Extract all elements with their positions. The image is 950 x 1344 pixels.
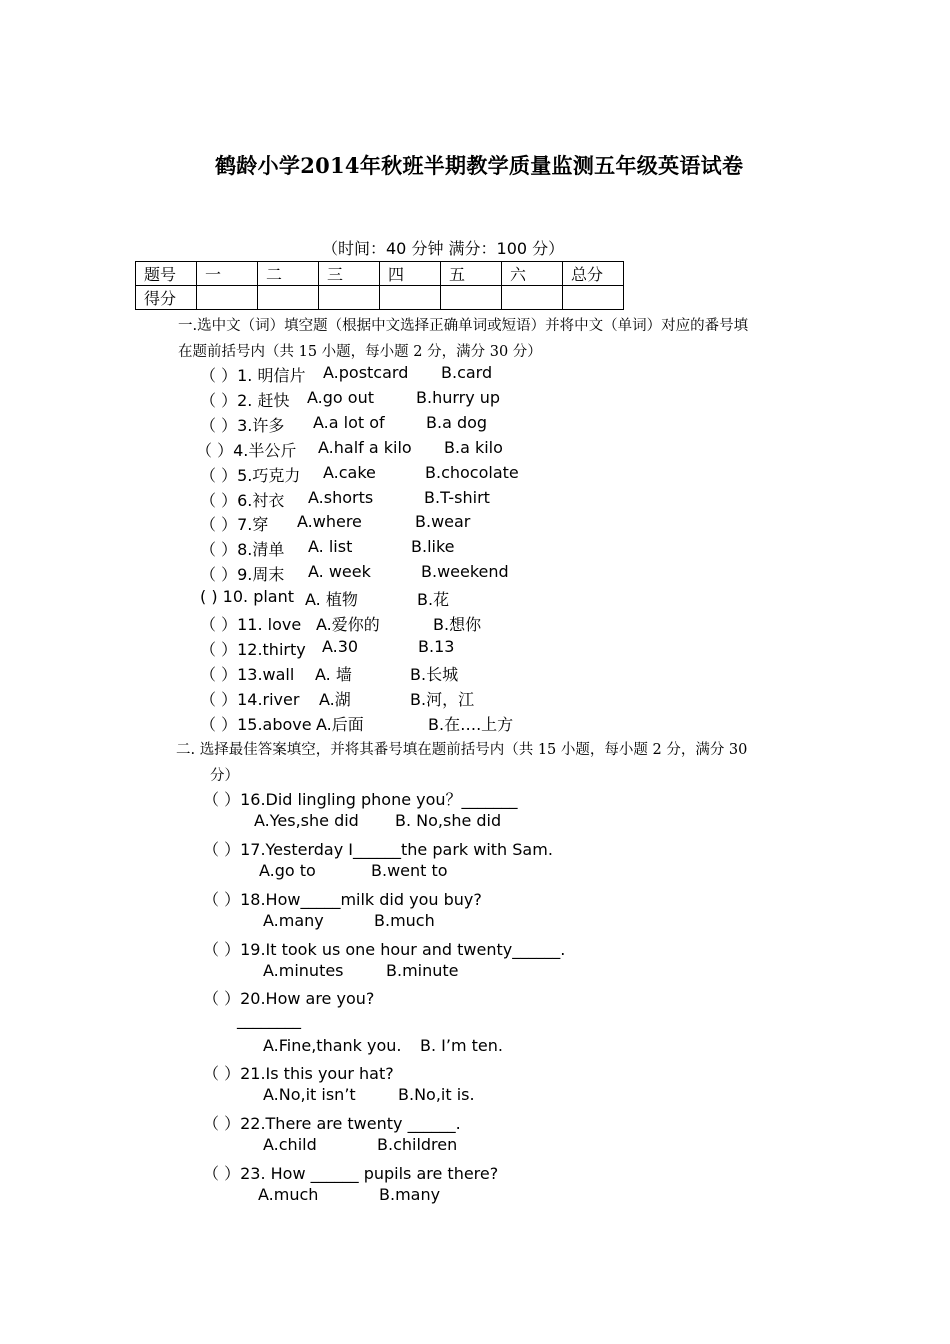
q11-option-a: A.爱你的: [316, 615, 380, 634]
q1-question-prefix: （ ）1. 明信片: [200, 366, 306, 385]
q3-option-a: A.a lot of: [313, 412, 385, 432]
q19-option-b: B.minute: [386, 961, 459, 980]
section2-instructions-cont: 分）: [210, 768, 239, 784]
q7-option-b: B.wear: [415, 512, 471, 532]
q19-option-a: A.minutes: [263, 961, 344, 980]
q21-option-a: A.No,it isn’t: [263, 1085, 356, 1104]
q14-option-a: A.湖: [319, 689, 351, 709]
q20-answer-blank: ________: [237, 1010, 301, 1029]
score-header-cell: 五: [441, 262, 502, 286]
q10-option-b: B.花: [417, 590, 450, 610]
score-cell[interactable]: [197, 286, 258, 310]
q13-option-a: A. 墙: [315, 664, 352, 684]
exam-title: 鹤龄小学2014年秋班半期教学质量监测五年级英语试卷: [215, 153, 744, 178]
q7-question-prefix: （ ）7.穿: [200, 515, 269, 535]
score-table-header-row: [136, 262, 624, 286]
q18-option-b: B.much: [374, 911, 435, 930]
q21-option-b: B.No,it is.: [398, 1085, 475, 1104]
q1-option-b: B.card: [441, 363, 493, 382]
q7-option-a: A.where: [297, 512, 362, 532]
q12-option-a: A.30: [322, 636, 359, 656]
q22-option-a: A.child: [263, 1135, 317, 1154]
q5-option-b: B.chocolate: [425, 462, 519, 482]
score-cell[interactable]: [258, 286, 319, 310]
score-header-cell: 题号: [136, 262, 197, 286]
q1-option-a: A.postcard: [323, 363, 409, 382]
q2-option-b: B.hurry up: [416, 387, 501, 407]
section1-instructions: 一.选中文（词）填空题（根据中文选择正确单词或短语）并将中文（单词）对应的番号填: [178, 318, 749, 334]
q10-question-prefix: ( ) 10. plant: [200, 587, 295, 607]
exam-subtitle: （时间：40 分钟 满分：100 分）: [322, 239, 565, 258]
q15-option-a: A.后面: [316, 714, 364, 734]
q8-option-a: A. list: [308, 537, 353, 557]
q13-option-b: B.长城: [410, 664, 459, 684]
q14-option-b: B.河，江: [410, 689, 475, 709]
q3-option-b: B.a dog: [426, 412, 488, 432]
q12-question-prefix: （ ）12.thirty: [200, 639, 306, 659]
q9-option-b: B.weekend: [421, 562, 509, 582]
q12-option-b: B.13: [418, 636, 455, 656]
q20-option-b: B. I’m ten.: [420, 1036, 503, 1055]
score-cell[interactable]: [563, 286, 624, 310]
q15-question-prefix: （ ）15.above: [200, 714, 312, 734]
q20-question-text: （ ）20.How are you?: [203, 989, 375, 1008]
q22-question-text: （ ）22.There are twenty ______.: [203, 1114, 461, 1133]
q4-option-b: B.a kilo: [444, 437, 503, 457]
q6-option-a: A.shorts: [308, 487, 374, 507]
q18-option-a: A.many: [263, 911, 324, 930]
score-cell[interactable]: [380, 286, 441, 310]
score-table-score-row: [136, 286, 624, 310]
q11-question-prefix: （ ）11. love: [200, 615, 302, 634]
score-table: [135, 261, 624, 310]
q16-question-text: （ ）16.Did lingling phone you？_______: [203, 790, 518, 809]
score-header-cell: 一: [197, 262, 258, 286]
q13-question-prefix: （ ）13.wall: [200, 664, 295, 684]
score-cell[interactable]: [319, 286, 380, 310]
q14-question-prefix: （ ）14.river: [200, 689, 300, 709]
q21-question-text: （ ）21.Is this your hat?: [203, 1064, 394, 1083]
q8-option-b: B.like: [411, 537, 455, 557]
q20-option-a: A.Fine,thank you.: [263, 1036, 402, 1055]
section2-instructions: 二. 选择最佳答案填空，并将其番号填在题前括号内（共 15 小题，每小题 2 分，满分 30: [176, 742, 748, 758]
q11-option-b: B.想你: [433, 615, 482, 634]
q6-question-prefix: （ ）6.衬衣: [200, 490, 285, 510]
score-cell[interactable]: [441, 286, 502, 310]
q16-option-b: B. No,she did: [395, 811, 502, 830]
q19-question-text: （ ）19.It took us one hour and twenty______.: [203, 940, 566, 959]
q23-question-text: （ ）23. How ______ pupils are there?: [203, 1164, 499, 1183]
q17-option-a: A.go to: [259, 861, 316, 880]
score-cell[interactable]: [502, 286, 563, 310]
q16-option-a: A.Yes,she did: [254, 811, 359, 830]
q22-option-b: B.children: [377, 1135, 458, 1154]
q18-question-text: （ ）18.How_____milk did you buy?: [203, 890, 482, 909]
q2-option-a: A.go out: [307, 387, 374, 407]
score-header-cell: 二: [258, 262, 319, 286]
q9-question-prefix: （ ）9.周末: [200, 565, 285, 585]
q15-option-b: B.在….上方: [428, 714, 514, 734]
score-header-cell: 三: [319, 262, 380, 286]
q9-option-a: A. week: [308, 562, 371, 582]
score-row-label: 得分: [136, 286, 197, 310]
q4-question-prefix: （ ）4.半公斤: [196, 440, 297, 460]
q23-option-a: A.much: [258, 1185, 319, 1204]
q6-option-b: B.T-shirt: [424, 487, 490, 507]
score-header-cell: 四: [380, 262, 441, 286]
q3-question-prefix: （ ）3.许多: [200, 415, 285, 435]
q4-option-a: A.half a kilo: [318, 437, 412, 457]
q8-question-prefix: （ ）8.清单: [200, 540, 285, 560]
section1-instructions-cont: 在题前括号内（共 15 小题，每小题 2 分，满分 30 分）: [178, 344, 542, 360]
score-header-cell: 总分: [563, 262, 624, 286]
q10-option-a: A. 植物: [305, 590, 358, 610]
q2-question-prefix: （ ）2. 赶快: [200, 390, 290, 410]
score-header-cell: 六: [502, 262, 563, 286]
q23-option-b: B.many: [379, 1185, 441, 1204]
q5-option-a: A.cake: [323, 462, 376, 482]
q17-question-text: （ ）17.Yesterday I______the park with Sam.: [203, 840, 553, 859]
q5-question-prefix: （ ）5.巧克力: [200, 465, 301, 485]
q17-option-b: B.went to: [371, 861, 448, 880]
